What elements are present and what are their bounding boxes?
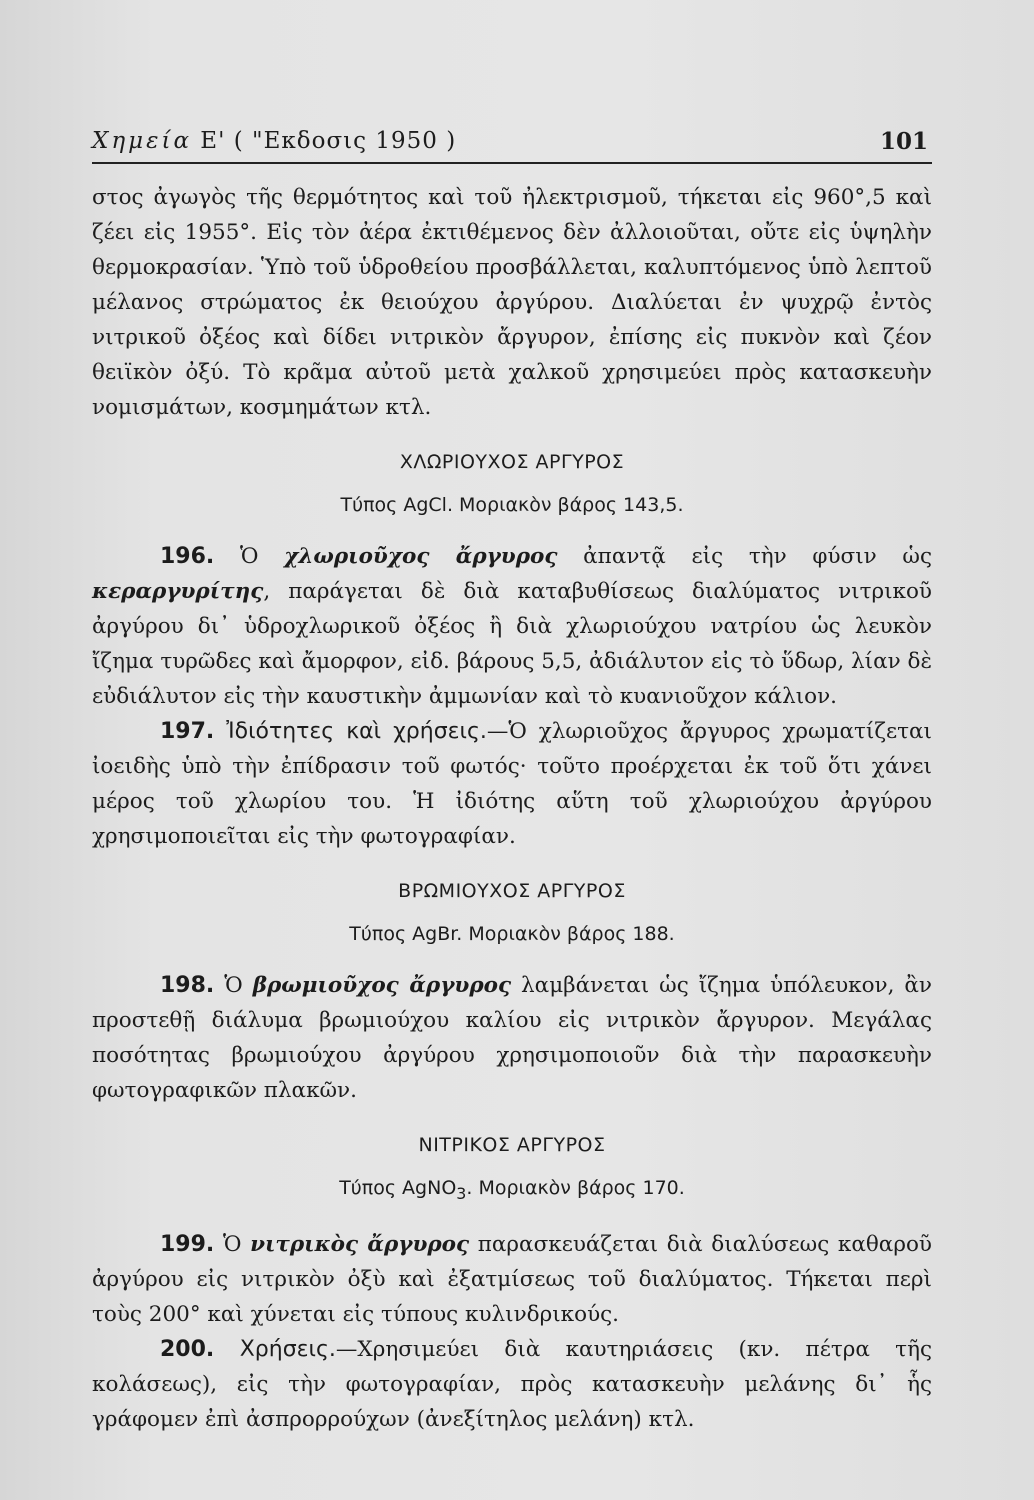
paragraph-continued: στος ἀγωγὸς τῆς θερμότητος καὶ τοῦ ἠλεκτρισμοῦ, τήκεται εἰς 960°,5 καὶ ζέει εἰς 1955°. Εἰς τὸν ἀέρα ἐκτιθέμενος δὲν ἀλλοιοῦται, οὔτε εἰς ὑψηλὴν θερμοκρασίαν. Ὑπὸ τοῦ ὑδροθείου προσβάλλεται, καλυπτόμενος ὑπὸ λεπτοῦ μέλανος στρώματος ἐκ θειούχου ἀργύρου. Διαλύεται ἐν ψυχρῷ ἐντὸς νιτρικοῦ ὀξέος καὶ δίδει νιτρικὸν ἄργυρον, ἐπίσης εἰς πυκνὸν καὶ ζέον θειϊκὸν ὀξύ. Τὸ κρᾶμα αὐτοῦ μετὰ χαλκοῦ χρησιμεύει πρὸς κατασκευὴν νομισμάτων, κοσμημάτων κτλ. — [92, 185, 932, 420]
paragraph-title: Χρήσεις. — [214, 1336, 336, 1362]
running-header — [92, 128, 932, 164]
paragraph-number: 200. — [160, 1336, 215, 1362]
text-run: ἀπαντᾷ εἰς τὴν φύσιν ὡς — [557, 544, 932, 569]
text-run: . Μοριακὸν βάρος 170. — [466, 1177, 685, 1199]
paragraph-number: 197. — [160, 719, 215, 744]
paragraph-196 — [92, 539, 932, 714]
page-number: 101 — [879, 128, 928, 155]
text-run: Ὁ — [214, 973, 253, 998]
subscript: 3 — [456, 1183, 467, 1203]
running-title-subject: Χημεία — [92, 128, 192, 154]
text-run: παρασκευάζεται διὰ διαλύσεως καθαροῦ ἀργύρου εἰς νιτρικὸν ὀξὺ καὶ ἐξατμίσεως τοῦ διαλύματος. Τήκεται περὶ τοὺς 200° καὶ χύνεται εἰς τύπους κυλινδρικούς. — [92, 1231, 932, 1327]
paragraph-199 — [92, 1227, 932, 1332]
term-emphasis: κεραργυρίτης — [92, 579, 264, 604]
paragraph-198 — [92, 968, 932, 1108]
formula-silver-bromide: Τύπος AgBr. Μοριακὸν βάρος 188. — [349, 923, 675, 945]
term-emphasis: χλωριοῦχος ἄργυρος — [284, 544, 558, 569]
formula-silver-nitrate — [92, 1171, 932, 1211]
text-run: —Χρησιμεύει διὰ καυτηριάσεις (κν. πέτρα τῆς κολάσεως), εἰς τὴν φωτογραφίαν, πρὸς κατασκευὴν μελάνης δι᾿ ἧς γράφομεν ἐπὶ ἀσπρορρούχων (ἀνεξίτηλος μελάνη) κτλ. — [92, 1336, 932, 1432]
term-emphasis: βρωμιοῦχος ἄργυρος — [252, 973, 512, 998]
page-body — [92, 180, 932, 1437]
running-title — [92, 128, 456, 154]
term-emphasis: νιτρικὸς ἄργυρος — [250, 1231, 470, 1257]
running-title-edition: Ε' ( "Εκδοσις 1950 ) — [192, 128, 457, 154]
paragraph-number: 198. — [160, 973, 215, 998]
text-run: Ὁ — [214, 1231, 251, 1257]
section-heading-silver-chloride: ΧΛΩΡΙΟΥΧΟΣ ΑΡΓΥΡΟΣ — [399, 451, 625, 473]
paragraph-number: 199. — [160, 1231, 215, 1257]
formula-silver-chloride: Τύπος AgCl. Μοριακὸν βάρος 143,5. — [340, 494, 684, 516]
section-heading-silver-nitrate: ΝΙΤΡΙΚΟΣ ΑΡΓΥΡΟΣ — [418, 1134, 606, 1156]
text-run: Ὁ — [214, 544, 285, 569]
text-run: Τύπος AgNO — [339, 1177, 457, 1199]
paragraph-200 — [92, 1332, 932, 1437]
text-run: , παράγεται δὲ διὰ καταβυθίσεως διαλύματος νιτρικοῦ ἀργύρου δι᾿ ὑδροχλωρικοῦ ὀξέος ἢ διὰ χλωριούχου νατρίου ὡς λευκὸν ἴζημα τυρῶδες καὶ ἄμορφον, εἰδ. βάρους 5,5, ἀδιάλυτον εἰς τὸ ὕδωρ, λίαν δὲ εὐδιάλυτον εἰς τὴν καυστικὴν ἀμμωνίαν καὶ τὸ κυανιοῦχον κάλιον. — [92, 579, 932, 709]
text-run: λαμβάνεται ὡς ἴζημα ὑπόλευκον, ἂν προστεθῇ διάλυμα βρωμιούχου καλίου εἰς νιτρικὸν ἄργυρον. Μεγάλας ποσότητας βρωμιούχου ἀργύρου χρησιμοποιοῦν διὰ τὴν παρασκευὴν φωτογραφικῶν πλακῶν. — [92, 973, 932, 1103]
paragraph-197 — [92, 714, 932, 854]
paragraph-number: 196. — [160, 544, 215, 569]
text-run: —Ὁ χλωριοῦχος ἄργυρος χρωματίζεται ἰοειδὴς ὑπὸ τὴν ἐπίδρασιν τοῦ φωτός· τοῦτο προέρχεται ἐκ τοῦ ὅτι χάνει μέρος τοῦ χλωρίου του. Ἡ ἰδιότης αὕτη τοῦ χλωριούχου ἀργύρου χρησιμοποιεῖται εἰς τὴν φωτογραφίαν. — [92, 719, 932, 849]
paragraph-title: Ἰδιότητες καὶ χρήσεις. — [214, 719, 487, 744]
section-heading-silver-bromide: ΒΡΩΜΙΟΥΧΟΣ ΑΡΓΥΡΟΣ — [398, 880, 626, 902]
